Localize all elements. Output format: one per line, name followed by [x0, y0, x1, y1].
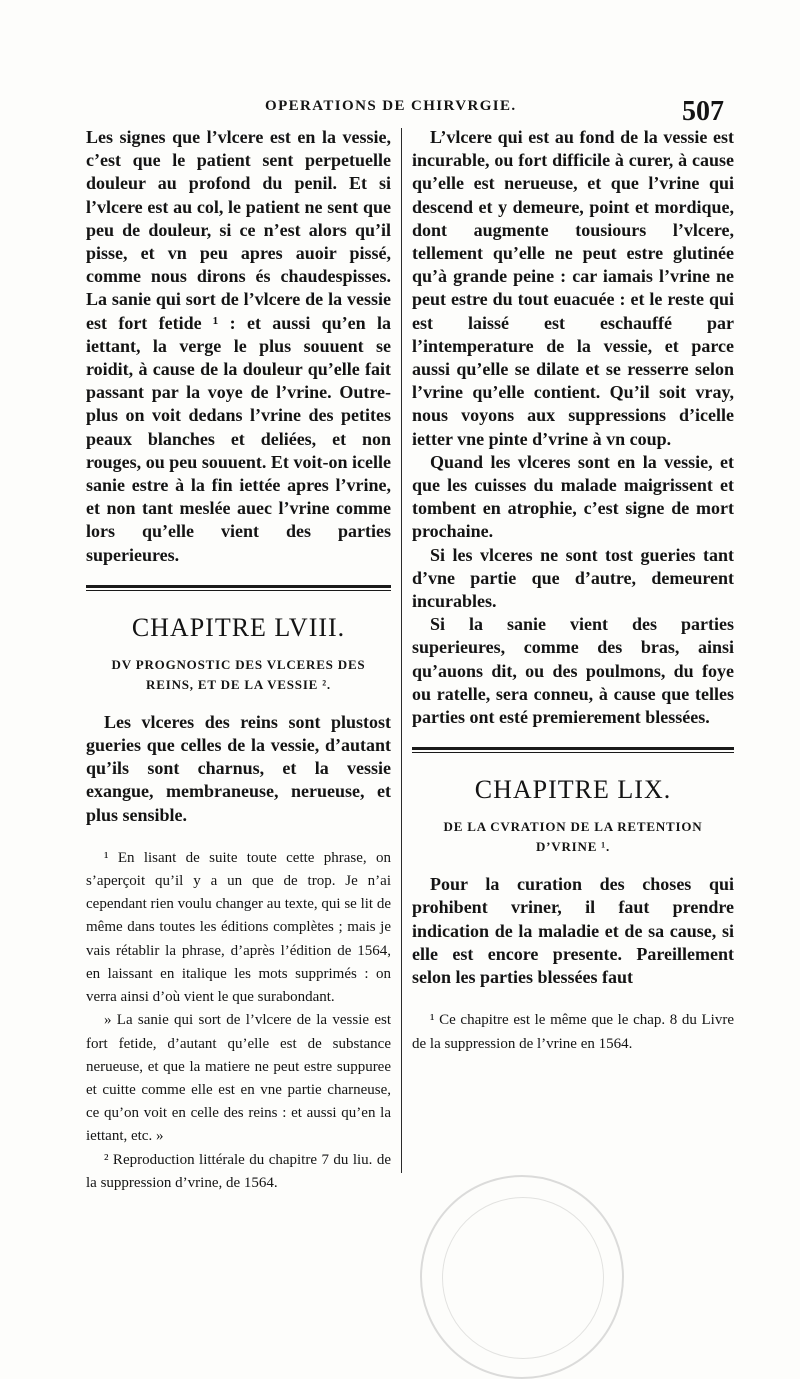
page-number: 507	[682, 96, 724, 127]
footnote-1-quote: » La sanie qui sort de l’vlcere de la vessie est fort fetide, d’autant qu’elle est de substance nerueuse, et que la matiere ne peut estre suppuree et cuitte comme elle est en vne partie charneuse, ce qu’on voit en celle des reins : et aussi qu’en la iettant, etc. »	[86, 1012, 391, 1145]
running-head: OPERATIONS DE CHIRVRGIE.	[265, 98, 517, 114]
right-paragraph-5: Pour la curation des choses qui prohibent vriner, il faut prendre indication de la maladie et de sa cause, si elle est encore presente. Pareillement selon les parties blessées faut	[412, 874, 734, 988]
left-column	[86, 126, 391, 1195]
left-footnotes	[86, 847, 391, 1195]
chapter-subtitle-lix: DE LA CVRATION DE LA RETENTION D’VRINE ¹.	[443, 819, 703, 855]
chapter-subtitle-lviii: DV PROGNOSTIC DES VLCERES DES REINS, ET DE LA VESSIE ².	[111, 656, 366, 692]
chapter-separator	[412, 747, 734, 753]
left-paragraph-2: Les vlceres des reins sont plustost gueries que celles de la vessie, d’autant qu’ils sont charnus, et la vessie exangue, membraneuse, nerueuse, et plus sensible.	[86, 711, 391, 825]
footnote-1: ¹ En lisant de suite toute cette phrase, on s’aperçoit qu’il y a un que de trop. Je n’ai cependant rien voulu changer au texte, qui se lit de même dans toutes les éditions complètes ; mais je vais rétablir la phrase, d’après l’édition de 1564, en laissant en italique les mots supprimés : on verra ainsi d’où vient le que surabondant.	[86, 849, 391, 1006]
library-stamp	[420, 1175, 624, 1379]
chapter-separator	[86, 585, 391, 591]
column-divider	[401, 128, 402, 1173]
right-paragraph-3: Si les vlceres ne sont tost gueries tant d’vne partie que d’autre, demeurent incurables.	[412, 544, 734, 612]
right-column	[412, 126, 734, 1056]
right-paragraph-1: L’vlcere qui est au fond de la vessie est incurable, ou fort difficile à curer, à cause qu’elle est nerueuse, et que l’vrine qui descend et y demeure, point et mordique, dont augmente tousiours l’vlcere, tellement qu’elle ne peut estre glutinée qu’à grande peine : car iamais l’vrine ne peut estre du tout euacuée : et le reste qui est laissé est eschauffé par l’intemperature de la vessie, et parce aussi qu’elle se dilate et se resserre selon l’vrine qu’elle contient. Qu’il soit vray, nous voyons aux suppressions d’icelle ietter vne pinte d’vrine à vn coup.	[412, 127, 734, 449]
chapter-title-lviii: CHAPITRE LVIII.	[131, 612, 346, 642]
right-footnotes	[412, 1009, 734, 1055]
left-paragraph-1: Les signes que l’vlcere est en la vessie, c’est que le patient sent perpetuelle douleur au profond du penil. Et si l’vlcere est au col, le patient ne sent que peu de douleur, si ce n’est alors qu’il pisse, et vn peu apres auoir pissé, comme nous dirons és chaudespisses. La sanie qui sort de l’vlcere de la vessie est fort fetide ¹ : et aussi qu’en la iettant, la verge le plus souuent se roidit, à cause de la douleur qu’elle fait passant par la voye de l’vrine. Outre-plus on voit dedans l’vrine des petites peaux blanches et deliées, et non rouges, ou peu souuent. Et voit-on icelle sanie estre à la fin iettée apres l’vrine, et non tant meslée auec l’vrine comme lors qu’elle vient des parties superieures.	[86, 127, 391, 565]
right-paragraph-2: Quand les vlceres sont en la vessie, et que les cuisses du malade maigrissent et tombent en atrophie, c’est signe de mort prochaine.	[412, 451, 734, 542]
footnote-2: ² Reproduction littérale du chapitre 7 du liu. de la suppression d’vrine, de 1564.	[86, 1151, 391, 1191]
footnote-chapter-lix: ¹ Ce chapitre est le même que le chap. 8 du Livre de la suppression de l’vrine en 1564.	[412, 1012, 734, 1052]
chapter-title-lix: CHAPITRE LIX.	[474, 775, 672, 805]
library-stamp-inner-ring	[442, 1197, 604, 1359]
right-paragraph-4: Si la sanie vient des parties superieures, comme des bras, ainsi qu’auons dit, ou des poulmons, du foye ou ratelle, sera conneu, à cause que telles parties ont esté premierement blessées.	[412, 614, 734, 728]
